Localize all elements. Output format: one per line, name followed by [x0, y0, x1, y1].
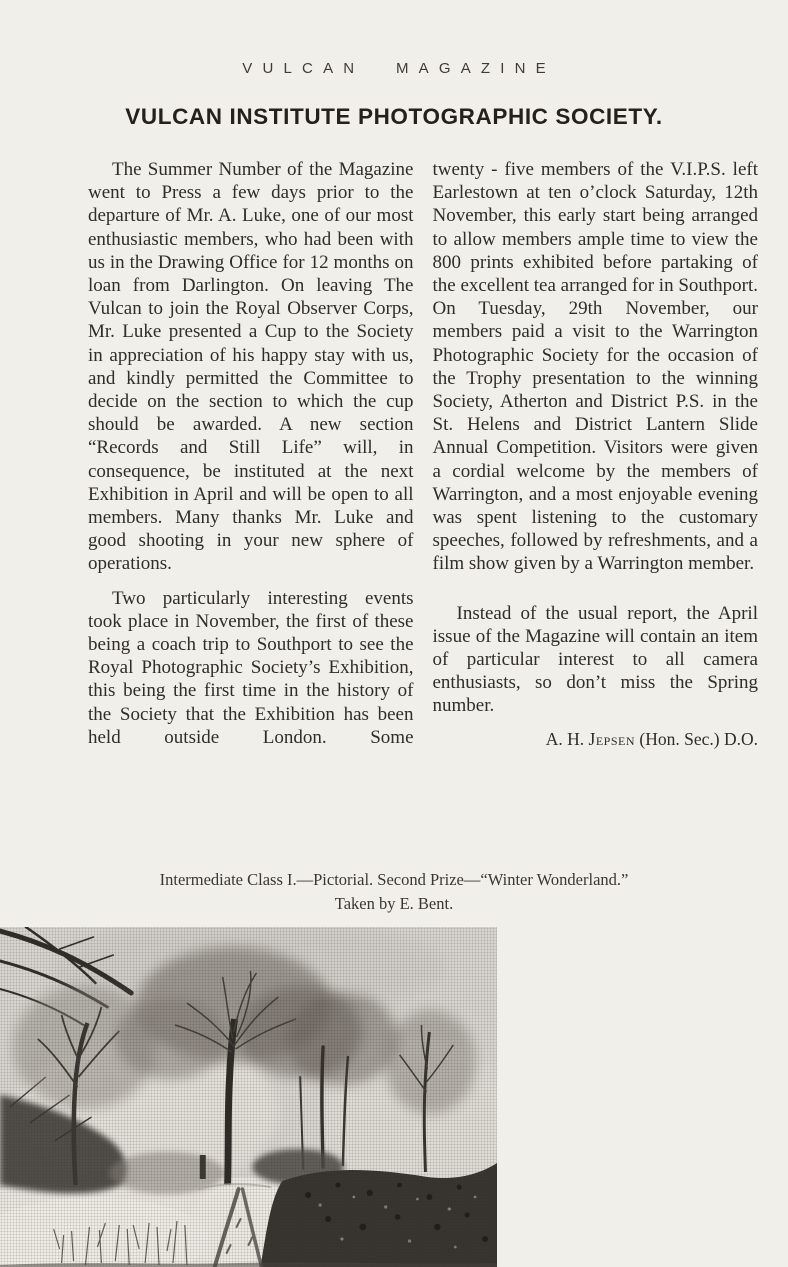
signature-prefix: A. H.	[545, 728, 589, 749]
winter-photo-illustration	[0, 927, 497, 1267]
photo-caption	[0, 868, 788, 916]
left-column	[88, 158, 414, 750]
paragraph: twenty - five members of the V.I.P.S. left Earlestown at ten o’clock Saturday, 12th November, this early start being arranged to allow members ample time to view the 800 prints exhibited before partaking of the excellent tea arranged for in Southport. On Tuesday, 29th November, our members paid a visit to the Warrington Photographic Society for the occasion of the Trophy presentation to the winning Society, Atherton and District P.S. in the St. Helens and District Lantern Slide Annual Competition. Visitors were given a cordial welcome by the members of Warrington, and a most enjoyable evening was spent listening to the customary speeches, followed by refreshments, and a film show given by a Warrington member.	[432, 159, 759, 575]
signature-suffix: (Hon. Sec.) D.O.	[635, 728, 758, 749]
paragraph: Two particularly interesting events took place in November, the first of these being a coach trip to Southport to see the Royal Photographic Society’s Exhibition, this being the first time in the history of the Society that the Exhibition has been held outside London. Some	[88, 587, 414, 748]
caption-line-2: Taken by E. Bent.	[334, 894, 454, 913]
winter-wonderland-photo	[0, 927, 497, 1267]
signature	[433, 728, 759, 750]
paragraph: Instead of the usual report, the April issue of the Magazine will contain an item of particular interest to all camera enthusiasts, so don’t miss the Spring number.	[432, 602, 758, 717]
magazine-masthead: VULCAN MAGAZINE	[242, 60, 556, 77]
paragraph: The Summer Number of the Magazine went to Press a few days prior to the departure of Mr. A. Luke, one of our most enthusiastic members, who had been with us in the Drawing Office for 12 months on loan from Darlington. On leaving The Vulcan to join the Royal Observer Corps, Mr. Luke presented a Cup to the Society in appreciation of his happy stay with us, and kindly permitted the Committee to decide on the section to which the cup should be awarded. A new section “Records and Still Life” will, in consequence, be instituted at the next Exhibition in April and will be open to all members. Many thanks Mr. Luke and good shooting in your new sphere of operations.	[88, 159, 414, 575]
signature-name: Jepsen	[588, 728, 636, 749]
right-column	[433, 158, 759, 750]
article-title: VULCAN INSTITUTE PHOTOGRAPHIC SOCIETY.	[125, 104, 663, 129]
caption-line-1: Intermediate Class I.—Pictorial. Second Prize—“Winter Wonderland.”	[159, 870, 629, 889]
article-columns	[88, 158, 758, 750]
